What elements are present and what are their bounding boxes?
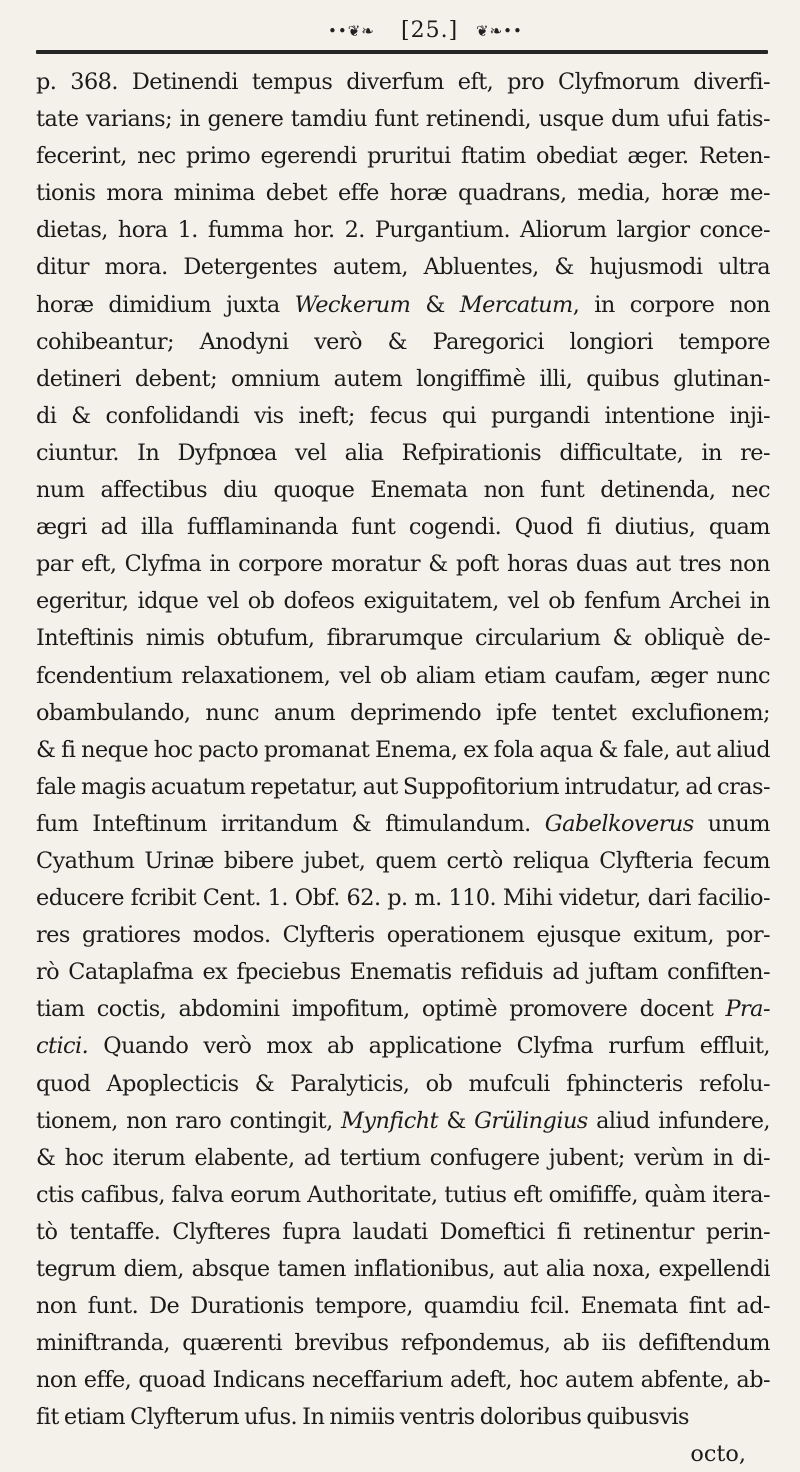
text-line: Cyathum Urinæ bibere jubet, quem certò reliqua Clyfteria fecum — [36, 847, 770, 874]
text-line: cohibeantur; Anodyni verò & Paregorici longiori tempore — [36, 328, 770, 355]
header-ornament-left: ••❦❧ — [328, 22, 375, 40]
text-line: ægri ad illa fufflaminanda funt cogendi. Quod fi diutius, quam — [36, 514, 770, 541]
text-line: horæ dimidium juxta Weckerum & Mercatum, in corpore non — [36, 291, 770, 318]
text-line: tionis mora minima debet effe horæ quadrans, media, horæ me- — [36, 180, 770, 207]
text-line: ciuntur. In Dyfpnœa vel alia Refpirationis difficultate, in re- — [36, 439, 770, 466]
text-line: fcendentium relaxationem, vel ob aliam etiam caufam, æger nunc — [36, 662, 770, 689]
text-line: tionem, non raro contingit, Mynficht & Grülingius aliud infundere, — [36, 1107, 770, 1134]
text-line: educere fcribit Cent. 1. Obf. 62. p. m. 110. Mihi videtur, dari facilio- — [36, 885, 770, 912]
text-line: tate varians; in genere tamdiu funt retinendi, usque dum ufui fatis- — [36, 106, 770, 133]
text-line: res gratiores modos. Clyfteris operationem ejusque exitum, por- — [36, 922, 770, 949]
text-line: tò tentaffe. Clyfteres fupra laudati Domeftici fi retinentur perin- — [36, 1218, 770, 1245]
text-line: Inteftinis nimis obtufum, fibrarumque circularium & obliquè de- — [36, 625, 770, 652]
text-line: fale magis acuatum repetatur, aut Suppofitorium intrudatur, ad cras- — [36, 773, 770, 800]
text-line: miniftranda, quærenti brevibus refpondemus, ab iis defiftendum — [36, 1330, 770, 1357]
text-line: ctici. Quando verò mox ab applicatione Clyfma rurfum effluit, — [36, 1033, 770, 1060]
text-line: ditur mora. Detergentes autem, Abluentes, & hujusmodi ultra — [36, 254, 770, 281]
text-line: par eft, Clyfma in corpore moratur & poft horas duas aut tres non — [36, 551, 770, 578]
text-line: quod Apoplecticis & Paralyticis, ob mufculi fphincteris refolu- — [36, 1070, 770, 1097]
text-line: dietas, hora 1. fumma hor. 2. Purgantium. Aliorum largior conce- — [36, 217, 770, 244]
text-line: ctis cafibus, falva eorum Authoritate, tutius eft omififfe, quàm itera- — [36, 1181, 770, 1208]
page-header — [36, 14, 770, 56]
text-line: obambulando, nunc anum deprimendo ipfe tentet exclufionem; — [36, 699, 770, 726]
text-line: detineri debent; omnium autem longiffimè illi, quibus glutinan- — [36, 365, 770, 392]
text-line: & fi neque hoc pacto promanat Enema, ex fola aqua & fale, aut aliud — [36, 736, 770, 763]
text-line: & hoc iterum elabente, ad tertium confugere jubent; verùm in di- — [36, 1144, 770, 1171]
body-text — [36, 64, 770, 1436]
text-line: p. 368. Detinendi tempus diverfum eft, pro Clyfmorum diverfi- — [36, 69, 770, 95]
text-line: non funt. De Durationis tempore, quamdiu fcil. Enemata fint ad- — [36, 1293, 770, 1320]
text-line: fecerint, nec primo egerendi pruritui ftatim obediat æger. Reten- — [36, 143, 770, 170]
text-line: fum Inteftinum irritandum & ftimulandum. Gabelkoverus unum — [36, 810, 770, 837]
text-line: fit etiam Clyfterum ufus. In nimiis ventris doloribus quibusvis — [36, 1404, 689, 1431]
header-rule — [36, 50, 768, 54]
text-line: tegrum diem, absque tamen inflationibus, aut alia noxa, expellendi — [36, 1256, 770, 1282]
text-line: num affectibus diu quoque Enemata non funt detinenda, nec — [36, 477, 770, 504]
text-line: egeritur, idque vel ob dofeos exiguitatem, vel ob fenfum Archei in — [36, 588, 770, 615]
header-ornament-right: ❦❧•• — [476, 22, 523, 40]
text-line: rò Cataplafma ex fpeciebus Enematis refiduis ad juftam confiften- — [36, 959, 770, 986]
text-line: di & confolidandi vis ineft; fecus qui purgandi intentione inji- — [36, 402, 770, 429]
page-number: [25.] — [401, 18, 459, 43]
text-line: tiam coctis, abdomini impofitum, optimè promovere docent Pra- — [36, 996, 770, 1023]
catchword: octo, — [690, 1441, 746, 1468]
text-line: non effe, quoad Indicans neceffarium adeft, hoc autem abfente, ab- — [36, 1367, 770, 1394]
